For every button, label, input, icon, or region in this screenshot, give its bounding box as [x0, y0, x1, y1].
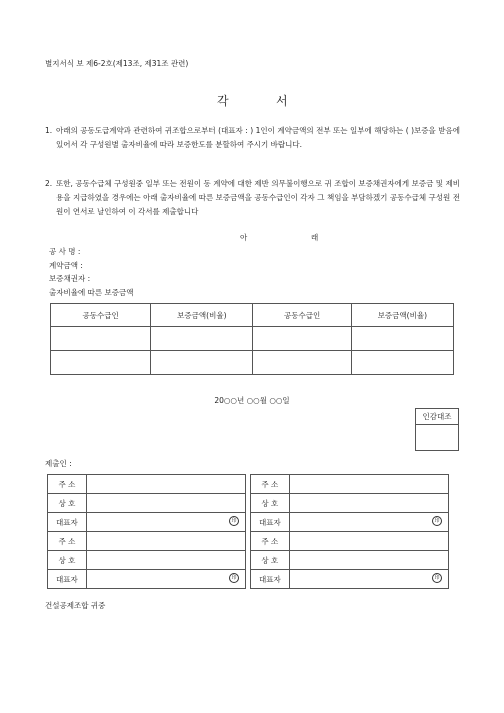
address-value[interactable] — [289, 475, 448, 494]
paragraph-text: 또한, 공동수급체 구성원중 일부 또는 전원이 동 계약에 대한 제반 의무불이행으로 귀 조합이 보증채권자에게 보증금 및 제비용을 지급하였을 경우에는 아래 출자비율에 따른 보증금액을 공동수급인이 각자 그 책임을 부담하겠기 공동수급체 구성원 전원이 연서로 날인하여 이 각서를 제출합니다 — [56, 179, 460, 216]
representative-value[interactable] — [86, 570, 245, 589]
seal-stamp-icon: 印 — [432, 516, 442, 526]
representative-value[interactable] — [289, 513, 448, 532]
submitter-label: 제출인 : — [45, 459, 72, 468]
submitter-table — [47, 474, 449, 589]
representative-label: 대표자 — [48, 570, 87, 589]
representative-label: 대표자 — [250, 513, 289, 532]
table-row — [48, 551, 449, 570]
table-cell[interactable] — [51, 327, 151, 351]
footer-recipient: 건설공제조합 귀중 — [45, 601, 106, 610]
company-label: 상 호 — [48, 494, 87, 513]
header-guarantee-amount: 보증금액(비율) — [151, 304, 253, 327]
table-cell[interactable] — [51, 351, 151, 375]
project-name-field: 공 사 명 : — [49, 247, 81, 256]
company-label: 상 호 — [250, 494, 289, 513]
table-row — [48, 532, 449, 551]
representative-label: 대표자 — [250, 570, 289, 589]
seal-stamp-icon: 印 — [432, 573, 442, 583]
header-co-contractor: 공동수급인 — [51, 304, 151, 327]
table-cell[interactable] — [351, 351, 453, 375]
title-char-right: 서 — [276, 94, 288, 108]
company-value[interactable] — [86, 551, 245, 570]
company-value[interactable] — [86, 494, 245, 513]
seal-stamp-icon: 印 — [229, 573, 239, 583]
table-row — [48, 513, 449, 532]
paragraph-number: 1. — [45, 126, 53, 135]
creditor-field: 보증채권자 : — [49, 274, 91, 283]
seal-comparison-label: 인감대조 — [416, 409, 458, 425]
representative-value[interactable] — [86, 513, 245, 532]
guarantee-table — [50, 303, 454, 375]
company-label: 상 호 — [48, 551, 87, 570]
address-value[interactable] — [289, 532, 448, 551]
table-row — [51, 327, 454, 351]
table-row — [48, 494, 449, 513]
header-guarantee-amount: 보증금액(비율) — [351, 304, 453, 327]
seal-stamp-icon: 印 — [229, 516, 239, 526]
representative-value[interactable] — [289, 570, 448, 589]
below-heading-b: 래 — [311, 233, 319, 242]
table-row — [48, 475, 449, 494]
address-label: 주 소 — [48, 532, 87, 551]
address-label: 주 소 — [250, 475, 289, 494]
address-label: 주 소 — [250, 532, 289, 551]
table-header-row — [51, 304, 454, 327]
document-date: 20○○년 ○○월 ○○일 — [214, 396, 290, 405]
address-value[interactable] — [86, 475, 245, 494]
address-value[interactable] — [86, 532, 245, 551]
table-cell[interactable] — [253, 327, 351, 351]
address-label: 주 소 — [48, 475, 87, 494]
form-number: 별지서식 보 제6-2호(제13조, 제31조 관련) — [45, 59, 189, 68]
table-cell[interactable] — [151, 351, 253, 375]
table-row — [51, 351, 454, 375]
company-value[interactable] — [289, 551, 448, 570]
paragraph-number: 2. — [45, 179, 53, 188]
contract-amount-field: 계약금액 : — [49, 260, 83, 270]
header-co-contractor: 공동수급인 — [253, 304, 351, 327]
company-value[interactable] — [289, 494, 448, 513]
ratio-label: 출자비율에 따른 보증금액 — [49, 287, 134, 297]
paragraph-text: 아래의 공동도급계약과 관련하여 귀조합으로부터 (대표자 : ) 1인이 계약금액의 전부 또는 일부에 해당하는 ( )보증을 받음에 있어서 각 구성원별 출자비율에 따라 보증한도를 분할하여 주시기 바랍니다. — [56, 126, 460, 149]
below-heading-a: 아 — [240, 233, 248, 242]
company-label: 상 호 — [250, 551, 289, 570]
table-cell[interactable] — [253, 351, 351, 375]
info-fields — [49, 245, 133, 299]
title-char-left: 각 — [217, 94, 229, 108]
table-row — [48, 570, 449, 589]
table-cell[interactable] — [151, 327, 253, 351]
seal-comparison-box — [415, 408, 459, 451]
paragraph-1 — [45, 124, 460, 152]
table-cell[interactable] — [351, 327, 453, 351]
representative-label: 대표자 — [48, 513, 87, 532]
paragraph-2 — [45, 177, 460, 219]
